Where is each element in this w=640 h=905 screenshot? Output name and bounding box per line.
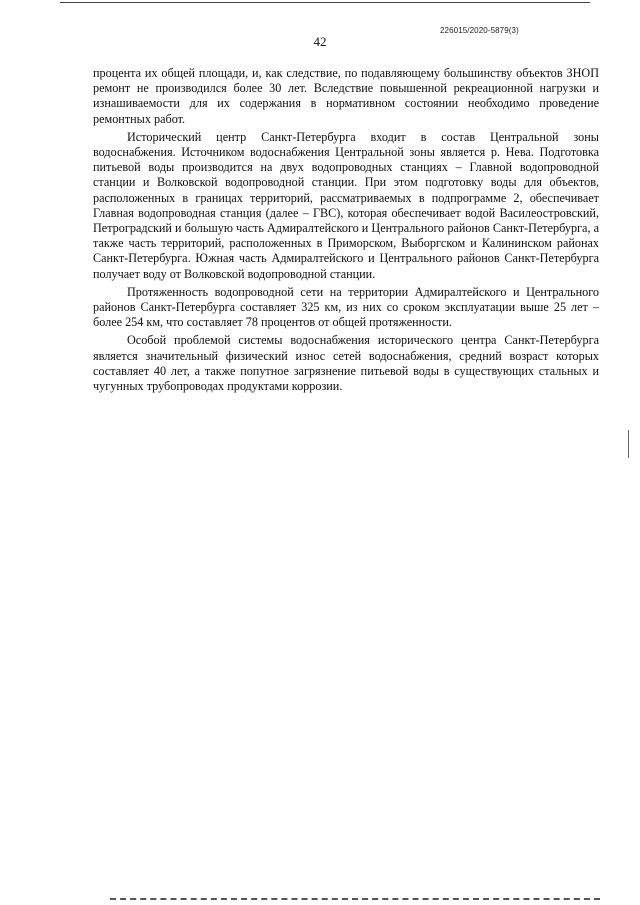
paragraph-1: процента их общей площади, и, как следствие, по подавляющему большинству объектов ЗНОП ремонт не производился более 30 лет. Вследствие повышенной рекреационной нагрузки и изнашиваемости для их содержания в нормативном состоянии необходимо проведение ремонтных работ. — [93, 66, 599, 126]
top-scan-rule — [60, 2, 590, 3]
document-body — [93, 66, 599, 397]
paragraph-2: Исторический центр Санкт-Петербурга входит в состав Центральной зоны водоснабжения. Источником водоснабжения Центральной зоны является р. Нева. Подготовка питьевой воды производится на двух водопроводных станциях – Главной водопроводной станции и Волковской водопроводной станции. При этом подготовку воды для объектов, расположенных в границах территорий, рассматриваемых в подпрограмме 2, обеспечивает Главная водопроводная станция (далее – ГВС), которая обеспечивает водой Василеостровский, Петроградский и большую часть Адмиралтейского и Центрального районов Санкт-Петербурга, а также часть территорий, расположенных в Приморском, Выборгском и Калининском районах Санкт-Петербурга. Южная часть Адмиралтейского и Центрального районов Санкт-Петербурга получает воду от Волковской водопроводной станции. — [93, 129, 599, 281]
bottom-scan-rule — [110, 898, 600, 900]
margin-mark — [628, 430, 629, 458]
paragraph-4: Особой проблемой системы водоснабжения исторического центра Санкт-Петербурга является значительный физический износ сетей водоснабжения, средний возраст которых составляет 40 лет, а также попутное загрязнение питьевой воды в существующих стальных и чугунных трубопроводах продуктами коррозии. — [93, 333, 599, 394]
paragraph-3: Протяженность водопроводной сети на территории Адмиралтейского и Центрального районов Санкт-Петербурга составляет 325 км, из них со сроком эксплуатации выше 25 лет – более 254 км, что составляет 78 процентов от общей протяженности. — [93, 284, 599, 330]
document-code: 226015/2020-5879(3) — [440, 26, 519, 35]
page-number: 42 — [313, 34, 327, 49]
